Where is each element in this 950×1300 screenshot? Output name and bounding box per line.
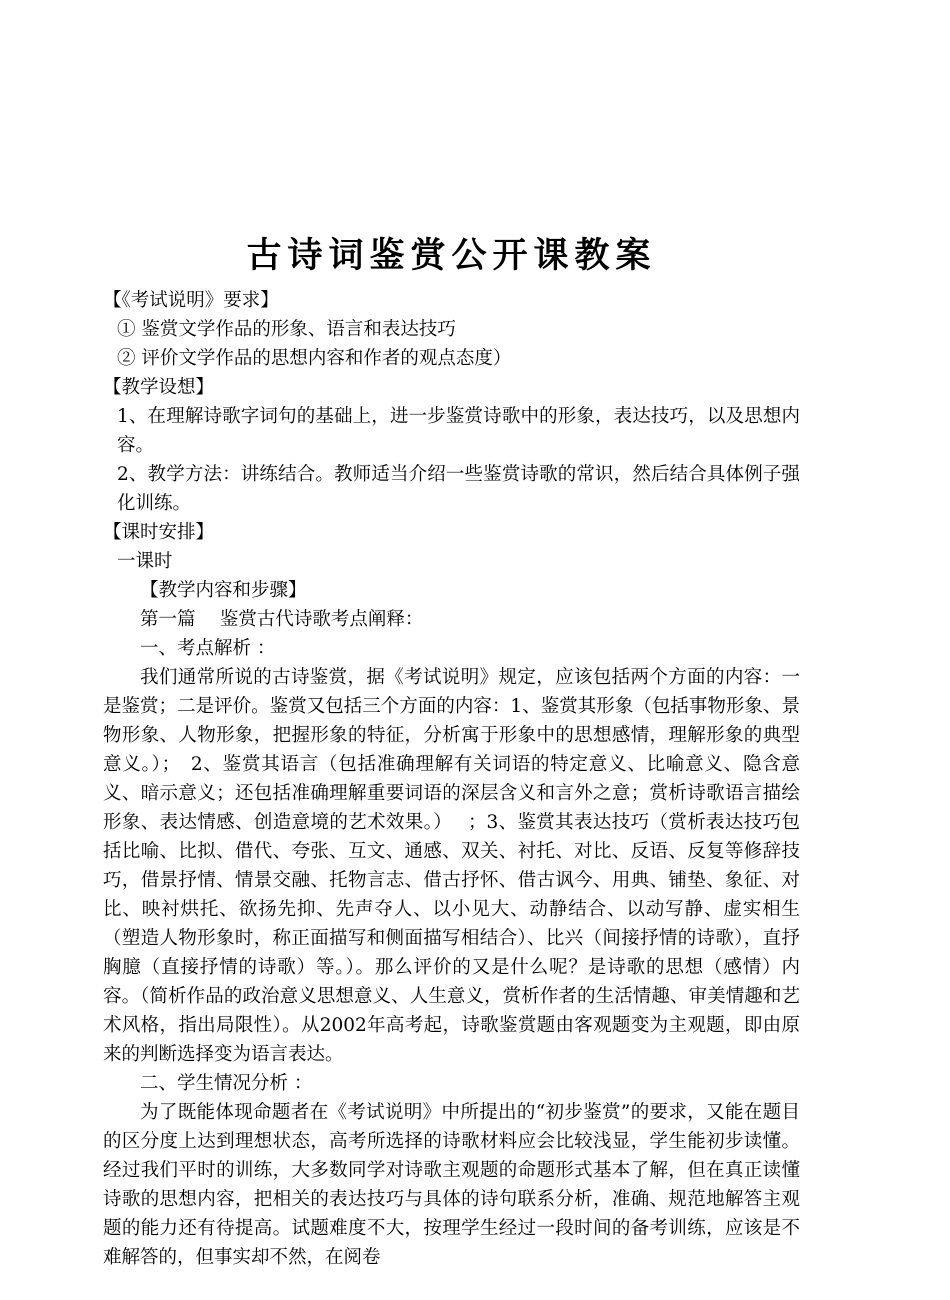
design-item-1: 1、在理解诗歌字词句的基础上，进一步鉴赏诗歌中的形象，表达技巧，以及思想内容。: [117, 406, 800, 456]
page-title: 古诗词鉴赏公开课教案: [246, 235, 657, 276]
section-2-paragraph: 为了既能体现命题者在《考试说明》中所提出的“初步鉴赏”的要求，又能在题目的区分度上达到理想状态，高考所选择的诗歌材料应会比较浅显，学生能初步读懂。经过我们平时的训练，大多数同学对诗歌主观题的命题形式基本了解，但在真正读懂诗歌的思想内容，把相关的表达技巧与具体的诗句联系分析，准确、规范地解答主观题的能力还有待提高。试题难度不大，按理学生经过一段时间的备考训练，应该是不难解答的，但事实却不然，在阅卷: [103, 1102, 800, 1268]
heading-teaching-design: 【教学设想】: [103, 377, 215, 398]
heading-teaching-content: 【教学内容和步骤】: [140, 580, 307, 601]
exam-requirement-1: ① 鉴赏文学作品的形象、语言和表达技巧: [117, 319, 456, 340]
design-item-2: 2、教学方法：讲练结合。教师适当介绍一些鉴赏诗歌的常识，然后结合具体例子强化训练。: [117, 464, 800, 514]
section-1-paragraph: 我们通常所说的古诗鉴赏，据《考试说明》规定，应该包括两个方面的内容：一是鉴赏；二是评价。鉴赏又包括三个方面的内容：1、鉴赏其形象（包括事物形象、景物形象、人物形象，把握形象的特征，分析寓于形象中的思想感情，理解形象的典型意义。）； 2、鉴赏其语言（包括准确理解有关词语的特定意义、比喻意义、隐含意义、暗示意义；还包括准确理解重要词语的深层含义和言外之意；赏析诗歌语言描绘形象、表达情感、创造意境的艺术效果。） ；3、鉴赏其表达技巧（赏析表达技巧包括比喻、比拟、借代、夸张、互文、通感、双关、衬托、对比、反语、反复等修辞技巧，借景抒情、情景交融、托物言志、借古抒怀、借古讽今、用典、铺垫、象征、对比、映衬烘托、欲扬先抑、先声夺人、以小见大、动静结合、以动写静、虚实相生（塑造人物形象时，称正面描写和侧面描写相结合）、比兴（间接抒情的诗歌），直抒胸臆（直接抒情的诗歌）等。）。那么评价的又是什么呢？是诗歌的思想（感情）内容。（简析作品的政治意义思想意义、人生意义，赏析作者的生活情趣、审美情趣和艺术风格，指出局限性）。从2002年高考起，诗歌鉴赏题由客观题变为主观题，即由原来的判断选择变为语言表达。: [103, 667, 800, 1065]
part-1-heading: 第一篇 鉴赏古代诗歌考点阐释：: [140, 609, 424, 630]
schedule-item: 一课时: [117, 551, 173, 572]
heading-exam-requirements: 【《考试说明》要求】: [103, 290, 279, 311]
heading-schedule: 【课时安排】: [103, 522, 215, 543]
exam-requirement-2: ② 评价文学作品的思想内容和作者的观点态度）: [117, 348, 512, 369]
section-2-heading: 二、学生情况分析 ：: [140, 1073, 313, 1094]
section-1-heading: 一、考点解析 ：: [140, 638, 276, 659]
